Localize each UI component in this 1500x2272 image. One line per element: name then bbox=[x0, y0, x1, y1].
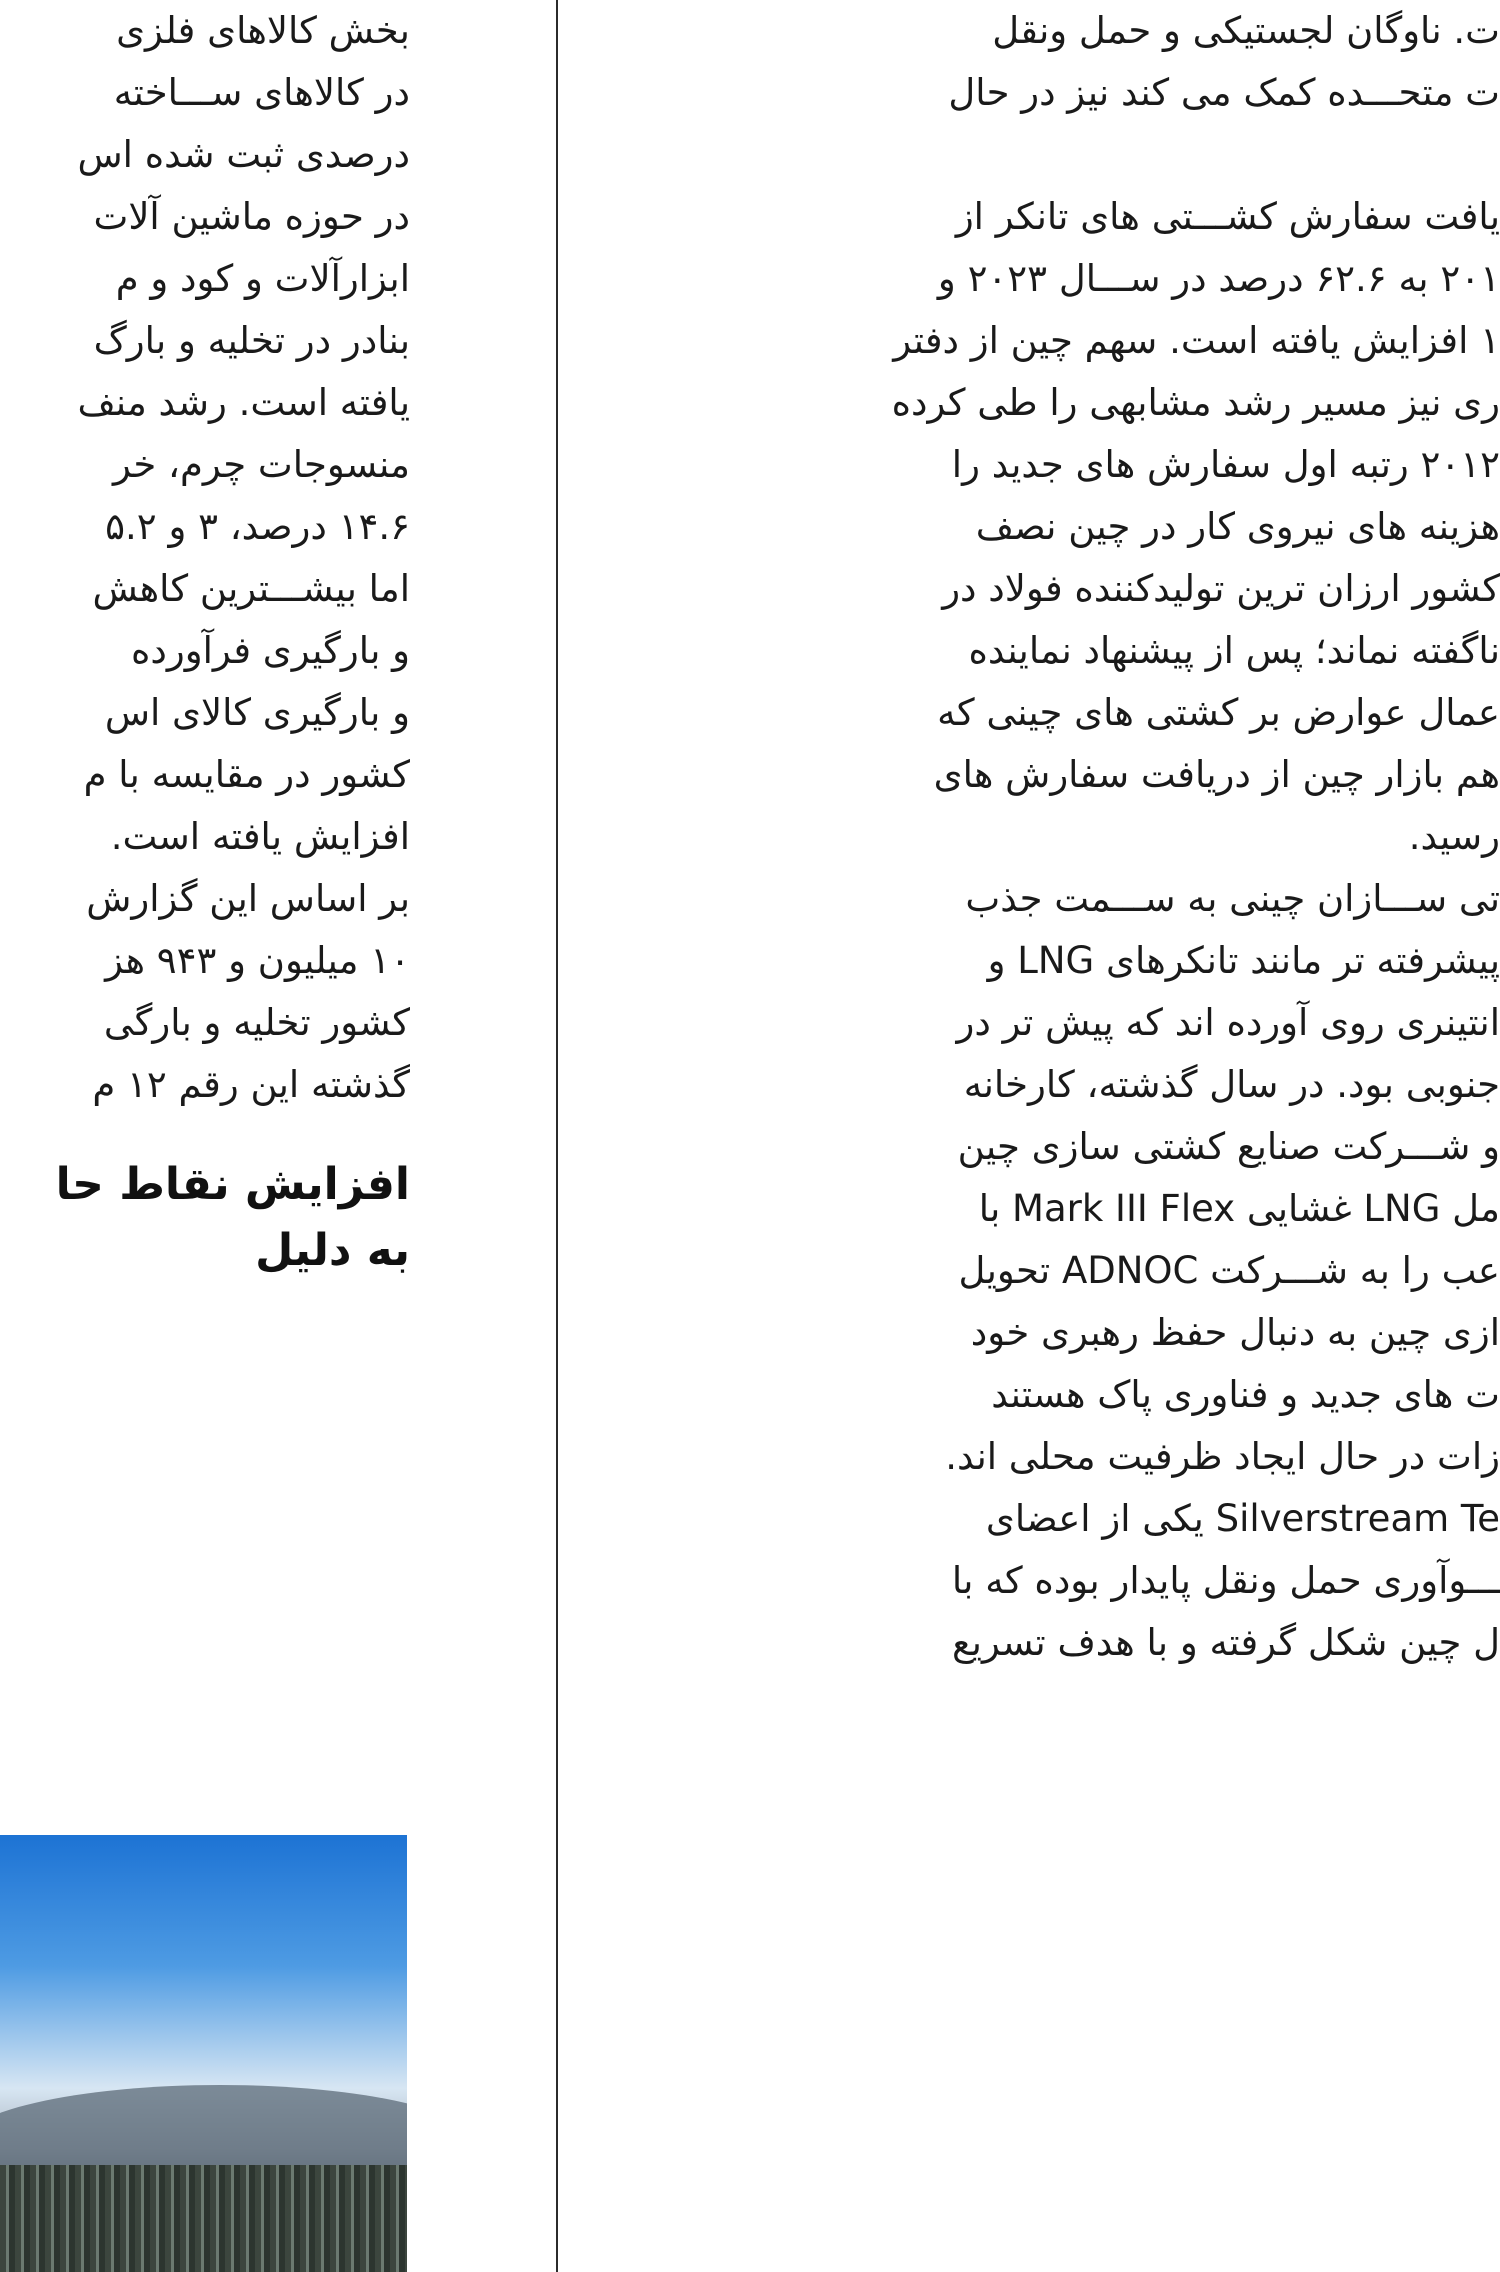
text-line: پیشرفته تر مانند تانکرهای LNG و bbox=[987, 939, 1500, 982]
text-line: زات در حال ایجاد ظرفیت محلی اند. bbox=[945, 1435, 1500, 1478]
text-line: انتینری روی آورده اند که پیش تر در bbox=[956, 1001, 1500, 1044]
text-line: در کالاهای ســـاخته bbox=[113, 71, 410, 114]
text-line: هزینه های نیروی کار در چین نصف bbox=[975, 505, 1500, 548]
text-line: ناگفته نماند؛ پس از پیشنهاد نماینده bbox=[968, 629, 1500, 672]
text-line: افزایش یافته است. bbox=[110, 815, 410, 858]
text-line: یافت سفارش کشـــتی های تانکر از bbox=[955, 195, 1500, 238]
text-line: اما بیشـــترین کاهش bbox=[92, 567, 410, 610]
text-line: ۱ افزایش یافته است. سهم چین از دفتر bbox=[893, 319, 1500, 362]
text-line: هم بازار چین از دریافت سفارش های bbox=[933, 753, 1500, 796]
section-heading-line-2: به دلیل bbox=[255, 1225, 410, 1276]
text-line: عب را به شـــرکت ADNOC تحویل bbox=[958, 1249, 1500, 1292]
text-line: مل LNG غشایی Mark III Flex با bbox=[978, 1187, 1500, 1230]
text-line: ت. ناوگان لجستیکی و حمل ونقل bbox=[992, 9, 1500, 52]
text-line: Silverstream Te یکی از اعضای bbox=[985, 1497, 1500, 1540]
text-line: بخش کالاهای فلزی bbox=[116, 9, 410, 52]
text-line: و بارگیری فرآورده bbox=[131, 629, 410, 672]
text-line: کشور تخلیه و بارگی bbox=[103, 1001, 410, 1044]
text-line: تی ســـازان چینی به ســـمت جذب bbox=[965, 877, 1500, 920]
text-line: ت متحـــده کمک می کند نیز در حال bbox=[948, 71, 1500, 114]
text-line: ازی چین به دنبال حفظ رهبری خود bbox=[970, 1311, 1500, 1354]
text-line: ۲۰۱ به ۶۲.۶ درصد در ســـال ۲۰۲۳ و bbox=[937, 257, 1500, 300]
news-photo bbox=[0, 1835, 407, 2272]
text-line: و بارگیری کالای اس bbox=[104, 691, 410, 734]
text-line: ـــوآوری حمل ونقل پایدار بوده که با bbox=[951, 1559, 1500, 1602]
text-line: کشور در مقایسه با م bbox=[83, 753, 410, 796]
text-line bbox=[785, 124, 1500, 186]
section-heading-line-1: افزایش نقاط حا bbox=[55, 1159, 410, 1210]
text-line: منسوجات چرم، خر bbox=[112, 443, 410, 486]
text-line: ۱۴.۶ درصد، ۳ و ۵.۲ bbox=[105, 505, 410, 548]
text-line: درصدی ثبت شده اس bbox=[77, 133, 410, 176]
text-line: ۱۰ میلیون و ۹۴۳ هز bbox=[105, 939, 410, 982]
city-skyline bbox=[0, 2165, 407, 2272]
column-divider bbox=[556, 0, 558, 2272]
text-line: عمال عوارض بر کشتی های چینی که bbox=[937, 691, 1500, 734]
text-line: ل چین شکل گرفته و با هدف تسریع bbox=[951, 1621, 1500, 1664]
text-line: رسید. bbox=[1408, 815, 1500, 858]
left-body-text bbox=[0, 0, 410, 1116]
text-line: گذشته این رقم ۱۲ م bbox=[92, 1063, 410, 1106]
text-line: ۲۰۱۲ رتبه اول سفارش های جدید را bbox=[951, 443, 1500, 486]
text-line: جنوبی بود. در سال گذشته، کارخانه bbox=[963, 1063, 1500, 1106]
article-column-right bbox=[785, 0, 1500, 1674]
text-line: بنادر در تخلیه و بارگ bbox=[93, 319, 410, 362]
text-line: یافته است. رشد منف bbox=[77, 381, 410, 424]
text-line: ابزارآلات و کود و م bbox=[115, 257, 410, 300]
text-line: کشور ارزان ترین تولیدکننده فولاد در bbox=[942, 567, 1500, 610]
text-line: ت های جدید و فناوری پاک هستند bbox=[991, 1373, 1500, 1416]
article-column-left bbox=[0, 0, 410, 1284]
text-line: و شـــرکت صنایع کشتی سازی چین bbox=[957, 1125, 1500, 1168]
text-line: بر اساس این گزارش bbox=[86, 877, 410, 920]
right-body-text bbox=[785, 0, 1500, 1674]
text-line: ری نیز مسیر رشد مشابهی را طی کرده bbox=[891, 381, 1500, 424]
text-line: در حوزه ماشین آلات bbox=[93, 195, 410, 238]
